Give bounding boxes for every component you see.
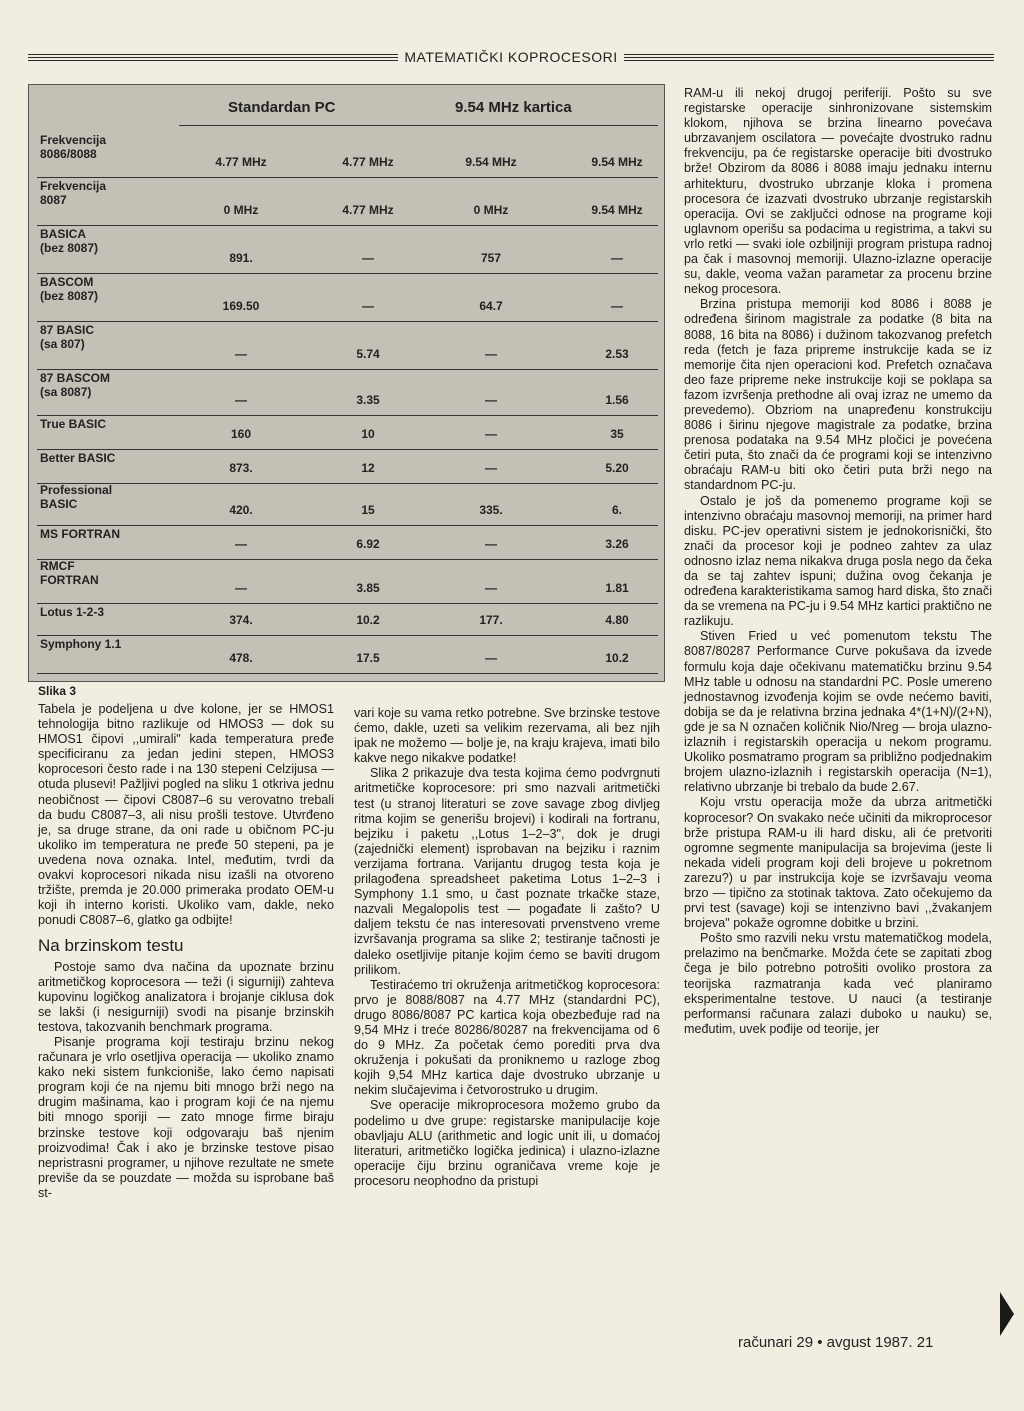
table-cell: 4.77 MHz [342,155,394,169]
table-cell: — [485,461,497,475]
table-cell: 0 MHz [473,203,509,217]
table-cell: 6.92 [356,537,380,551]
table-row-divider [37,321,658,322]
table-row-divider [37,415,658,416]
table-row-divider [37,525,658,526]
table-cell: 4.77 MHz [342,203,394,217]
text-column-1 [38,702,334,1201]
table-row-divider [37,635,658,636]
table-row-divider [37,559,658,560]
table-cell: 3.85 [356,581,380,595]
table-cell: 478. [229,651,253,665]
table-cell: 10.2 [356,613,380,627]
page-header [28,46,994,68]
table-row-label: 87 BASIC (sa 807) [40,323,95,351]
table-cell: 169.50 [222,299,260,313]
table-cell: 420. [229,503,253,517]
page-footer: računari 29 • avgust 1987. 21 [738,1334,934,1351]
table-row-label: True BASIC [40,417,107,431]
table-row-divider [37,673,658,674]
table-cell: 3.26 [605,537,629,551]
table-row-label: MS FORTRAN [40,527,120,541]
table-cell: 1.81 [605,581,629,595]
next-page-arrow-icon [1000,1292,1014,1336]
text-column-3 [684,86,992,1037]
table-cell: — [235,347,247,361]
table-row-label: Frekvencija 8086/8088 [40,133,107,161]
paragraph: Pošto smo razvili neku vrstu matematičkog modela, prelazimo na benčmarke. Možda ćete se zapitati zbog čega je bilo potrebno potrošiti ovoliko prostora za teorijska razmatranja kada već planiramo eksperimentalne testove. U nauci (a testiranje performansi računara zalazi duboko u nauku) se, međutim, uvek pođije od teorije, jer [684,931,992,1036]
section-heading: Na brzinskom testu [38,936,184,956]
paragraph: Koju vrstu operacija može da ubrza aritmetički koprocesor? On svakako neće učiniti da mikroprocesor brže pristupa RAM-u ili hard disku, ali će pretvoriti ogromne segmente manipulacija sa brojevima (jeste li nekada videli program koji deli brojeve u pokretnom zarezu?) u par instrukcija koje se izvršavaju veoma brzo — tipično za stotinak taktova. Zato očekujemo da prvi test (savage) koji se intenzivno bavi ,,žvakanjem brojeva" pokaže ogromne dobitke u brzini. [684,795,992,931]
table-cell: 5.20 [605,461,629,475]
benchmark-table [28,84,665,682]
table-row-divider [37,177,658,178]
text-column-2 [354,706,660,1189]
table-row-divider [37,225,658,226]
paragraph: Stiven Fried u već pomenutom tekstu The 8087/80287 Performance Curve pokušava da izvede formulu koja daje očekivanu matematičku brzinu 9.54 MHz table u odnosu na standardni PC. Posle umereno jednostavnog izvođenja kojim se ovde nećemo baviti, dobija se da je relativna brzina jednaka 4*(1+N)/(2+N), gde je sa N označen količnik Nio/Nreg — broja ulazno-izlaznih i registarskih operacija u nekom programu. Ukoliko posmatramo program sa približno podjednakim brojem ulazno-izlaznih i registarskih operacija (N=1), relativno ubrzanje bi trebalo da bude 2.67. [684,629,992,795]
page-title: MATEMATIČKI KOPROCESORI [404,49,618,65]
paragraph: Postoje samo dva načina da upoznate brzinu aritmetičkog koprocesora — teži (i sigurniji) zahteva kupovinu logičkog analizatora i brojanje ciklusa dok se lakši (i nesigurniji) svodi na pisanje brzinskih testova, takozvanih benchmark programa. [38,959,334,1034]
paragraph: Slika 2 prikazuje dva testa kojima ćemo podvrgnuti aritmetičke koprocesore: pri smo nazvali aritmetički test (u stranoj literaturi se zove savage zbog divljeg ritma kojim se generišu brojevi) i kodirali na fortranu, bejziku i paketu ,,Lotus 1–2–3", dok je drugi (zajednički element) isprobavan na bejziku i raznim verzijama fortrana. Varijantu drugog testa koja je prilagođena spreadsheet paketima Lotus 1–2–3 i Symphony 1.1 smo, u čast poznate trkačke staze, nazvali Megalopolis test — pogađate li zašto? U daljem tekstu će nas interesovati prvenstveno vreme izvršavanja programa sa slike 2; testiranje tačnosti je daleko osetljivije pitanje kojim ćemo se baviti drugom prilikom. [354,766,660,977]
table-cell: 891. [229,251,253,265]
table-cell: — [485,393,497,407]
table-row-label: Lotus 1-2-3 [40,605,105,619]
table-group-header-card: 9.54 MHz kartica [455,99,572,116]
table-cell: 9.54 MHz [591,155,643,169]
table-cell: 15 [361,503,375,517]
table-cell: 757 [480,251,502,265]
table-row-divider [37,449,658,450]
table-row-label: 87 BASCOM (sa 8087) [40,371,111,399]
table-cell: 35 [610,427,624,441]
table-cell: 10 [361,427,375,441]
table-cell: 10.2 [605,651,629,665]
header-rule-right [624,54,994,61]
table-header-rule [179,125,658,126]
table-cell: 12 [361,461,375,475]
table-cell: 9.54 MHz [465,155,517,169]
table-cell: — [362,299,374,313]
table-cell: — [235,537,247,551]
table-cell: 873. [229,461,253,475]
paragraph: RAM-u ili nekoj drugoj periferiji. Pošto su sve registarske operacije sinhronizovane sistemskim klokom, njihova se brzina linearno povećava ubrzavanjem oscilatora — povećajte dvostruko radnu frekvenciju, pa će registarske operacije biti dvostruko brže! Obzirom da 8086 i 8088 imaju jednaku internu arhitekturu, dvostruko ubrzanje kloka i promena procesora će izazvati dvostruko ubrzanje registarskih operacija. Ovi se zaključci odnose na programe koji uglavnom operišu sa podacima u registrima, a takvi su vrlo retki — svaki iole ozbiljniji program pristupa radnoj pa čak i masovnoj memoriji. Ulazno-izlazne operacije su, dakle, veoma važan parametar za procenu brzine nekog procesora. [684,86,992,297]
table-group-header-standard-pc: Standardan PC [228,99,336,116]
table-cell: — [485,581,497,595]
table-cell: — [235,581,247,595]
table-cell: 64.7 [479,299,503,313]
table-cell: 1.56 [605,393,629,407]
table-cell: 9.54 MHz [591,203,643,217]
table-cell: — [485,427,497,441]
header-rule-left [28,54,398,61]
table-cell: 374. [229,613,253,627]
table-cell: — [485,537,497,551]
table-cell: — [611,251,623,265]
table-row-label: BASICA (bez 8087) [40,227,99,255]
table-row-label: BASCOM (bez 8087) [40,275,99,303]
table-cell: 2.53 [605,347,629,361]
table-row-divider [37,369,658,370]
table-cell: 4.77 MHz [215,155,267,169]
paragraph: Brzina pristupa memoriji kod 8086 i 8088 je određena širinom magistrale za podatke (8 bita na 8088, 16 bita na 8086) i dužinom takozvanog prefetch reda (fetch je faza pripreme instrukcije kada se iz memorije čita njen operacioni kod. Prefetch označava deo faze pripreme neke instrukcije koji se poklapa sa fazom izvršenja prethodne ali ovaj izraz ne umemo da prevedemo). Obzriom na unapređenu konstrukciju 8086 i širinu njegove magistrale za podatke, brzina prenosa podataka na 9.54 MHz pločici je povećena četiri puta, što znači da će programi koji se intenzivno obraćaju RAM-u biti oko četiri puta brži nego na standardnom PC-ju. [684,297,992,493]
table-cell: 177. [479,613,503,627]
table-cell: 335. [479,503,503,517]
table-row-divider [37,273,658,274]
table-cell: — [485,651,497,665]
table-cell: — [611,299,623,313]
table-row-label: Better BASIC [40,451,116,465]
figure-caption: Slika 3 [38,684,77,698]
table-cell: 0 MHz [223,203,259,217]
table-cell: 4.80 [605,613,629,627]
table-row-label: Professional BASIC [40,483,113,511]
paragraph: Tabela je podeljena u dve kolone, jer se HMOS1 tehnologija bitno razlikuje od HMOS3 — dok su HMOS1 čipovi ,,umirali" kada temperatura pređe specificiranu za jedan jedini stepen, HMOS3 koprocesori često rade i na 130 stepeni Celzijusa — otuda plusevi! Pažljivi pogled na sliku 1 otkriva jednu neobičnost — čipovi C8087–6 su verovatno trebali da budu C8087–3, ali nisu prošli testove. Utvrđeno je, sa druge strane, da oni rade u običnom PC-ju ukoliko im temperatura ne pređe 50 stepeni, pa je uvedena nova oznaka. Intel, međutim, tvrdi da ovakvi koprocesori nikada nisu izašli na otvoreno tržište, premda je 20.000 primeraka prodato OEM-u koji ih interno koristi. Ukoliko vam, dakle, neko ponudi C8087–6, glatko ga odbijte! [38,702,334,928]
paragraph: vari koje su vama retko potrebne. Sve brzinske testove ćemo, dakle, uzeti sa velikim rezervama, ali bez njih ipak ne možemo — bolje je, na kraju krajeva, imati bilo kakve nego nikakve podatke! [354,706,660,766]
paragraph: Sve operacije mikroprocesora možemo grubo da podelimo u dve grupe: registarske manipulacije koje obavljaju ALU (arithmetic and logic unit ili, u domaćoj literaturi, aritmetičko logička jedinica) i ulazno-izlazne operacije čiju brzinu ograničava vreme koje je procesoru neophodno da pristupi [354,1098,660,1188]
table-row-label: RMCF FORTRAN [40,559,99,587]
table-cell: — [485,347,497,361]
table-row-label: Symphony 1.1 [40,637,122,651]
table-row-divider [37,603,658,604]
table-cell: — [235,393,247,407]
table-row-divider [37,483,658,484]
table-cell: 6. [611,503,623,517]
paragraph: Testiraćemo tri okruženja aritmetičkog koprocesora: prvo je 8088/8087 na 4.77 MHz (standardni PC), drugo 8086/8087 PC kartica koja obezbeđuje rad na 9,54 MHz i treće 80286/80287 na frekvencijama od 6 do 9 MHz. Za početak ćemo porediti prva dva okruženja i pokušati da proniknemo u razloge zbog kojih 9,54 MHz kartica daje dvostruko ubrzanje u nekim slučajevima i četvorostruko u drugim. [354,977,660,1098]
table-row-label: Frekvencija 8087 [40,179,107,207]
table-cell: 5.74 [356,347,380,361]
paragraph: Pisanje programa koji testiraju brzinu nekog računara je vrlo osetljiva operacija — ukoliko znamo kako neki sistem funkcioniše, lako ćemo napisati program koji će na njemu biti mnogo brži nego na drugim mašinama, kao i program koji će na njemu biti mnogo sporiji — zato mnoge firme biraju brzinske testove koji odgovaraju baš njenim proizvodima! Čak i ako je brzinske testove pisao nepristrasni programer, u njihove rezultate ne smete previše da se pouzdate — možda su isprobane baš st- [38,1034,334,1200]
table-cell: 160 [230,427,252,441]
table-cell: 3.35 [356,393,380,407]
table-cell: 17.5 [356,651,380,665]
paragraph: Ostalo je još da pomenemo programe koji se intenzivno obraćaju masovnoj memoriji, na primer hard disku. PC-jev operativni sistem je jednokorisnički, što znači da procesor koji je podneo zahtev za ulaz odnosno izlaz nema nikakva druga posla nego da čeka da se taj zahtev ispuni; dužina ovog čekanja je određena karakteristikama samog hard diska, što znači da se vremena na PC-ju i 9.54 MHz kartici praktično ne razlikuju. [684,493,992,629]
table-cell: — [362,251,374,265]
